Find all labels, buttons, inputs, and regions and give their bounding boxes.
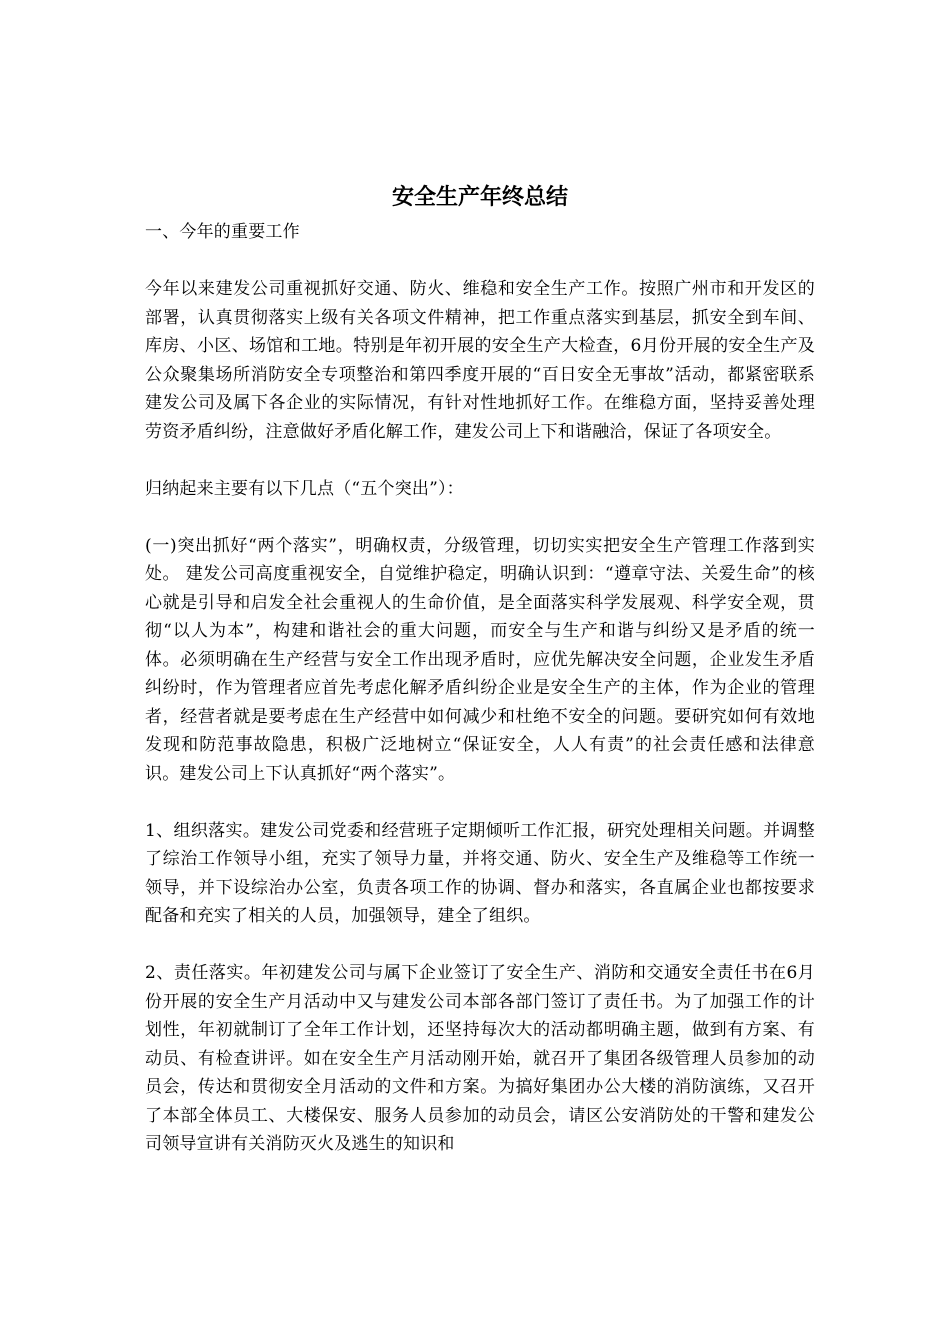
paragraph-gap	[145, 247, 815, 276]
organization-paragraph: 1、组织落实。建发公司党委和经营班子定期倾听工作汇报，研究处理相关问题。并调整了综治工作领导小组，充实了领导力量，并将交通、防火、安全生产及维稳等工作统一领导，并下设综治办公室，负责各项工作的协调、督办和落实，各直属企业也都按要求配备和充实了相关的人员，加强领导，建全了组织。	[145, 820, 815, 926]
summary-paragraph: 归纳起来主要有以下几点（“五个突出”）：	[145, 478, 464, 499]
document-page	[145, 180, 815, 1159]
paragraph-gap	[145, 931, 815, 960]
intro-paragraph: 今年以来建发公司重视抓好交通、防火、维稳和安全生产工作。按照广州市和开发区的部署，认真贯彻落实上级有关各项文件精神，把工作重点落实到基层，抓安全到车间、库房、小区、场馆和工地。特别是年初开展的安全生产大检查，6月份开展的安全生产及公众聚集场所消防安全专项整治和第四季度开展的“百日安全无事故”活动，都紧密联系建发公司及属下各企业的实际情况，有针对性地抓好工作。在维稳方面，坚持妥善处理劳资矛盾纠纷，注意做好矛盾化解工作，建发公司上下和谐融洽，保证了各项安全。	[145, 279, 815, 442]
point-one-paragraph: (一)突出抓好“两个落实”，明确权责，分级管理，切切实实把安全生产管理工作落到实处。 建发公司高度重视安全，自觉维护稳定，明确认识到：“遵章守法、关爱生命”的核心就是引导和启发全社会重视人的生命价值，是全面落实科学发展观、科学安全观，贯彻“以人为本”，构建和谐社会的重大问题，而安全与生产和谐与纠纷又是矛盾的统一体。必须明确在生产经营与安全工作出现矛盾时，应优先解决安全问题，企业发生矛盾纠纷时，作为管理者应首先考虑化解矛盾纠纷企业是安全生产的主体，作为企业的管理者，经营者就是要考虑在生产经营中如何减少和杜绝不安全的问题。要研究如何有效地发现和防范事故隐患，积极广泛地树立“保证安全，人人有责”的社会责任感和法律意识。建发公司上下认真抓好“两个落实”。	[145, 535, 815, 784]
paragraph-gap	[145, 446, 815, 475]
paragraph-gap	[145, 788, 815, 817]
paragraph-gap	[145, 503, 815, 532]
section-heading: 一、今年的重要工作	[145, 222, 300, 242]
document-title: 安全生产年终总结	[391, 184, 568, 210]
responsibility-paragraph: 2、责任落实。年初建发公司与属下企业签订了安全生产、消防和交通安全责任书在6月份开展的安全生产月活动中又与建发公司本部各部门签订了责任书。为了加强工作的计划性，年初就制订了全年工作计划，还坚持每次大的活动都明确主题，做到有方案、有动员、有检查讲评。如在安全生产月活动刚开始，就召开了集团各级管理人员参加的动员会，传达和贯彻安全月活动的文件和方案。为搞好集团办公大楼的消防演练，又召开了本部全体员工、大楼保安、服务人员参加的动员会，请区公安消防处的干警和建发公司领导宣讲有关消防灭火及逃生的知识和	[145, 963, 815, 1154]
